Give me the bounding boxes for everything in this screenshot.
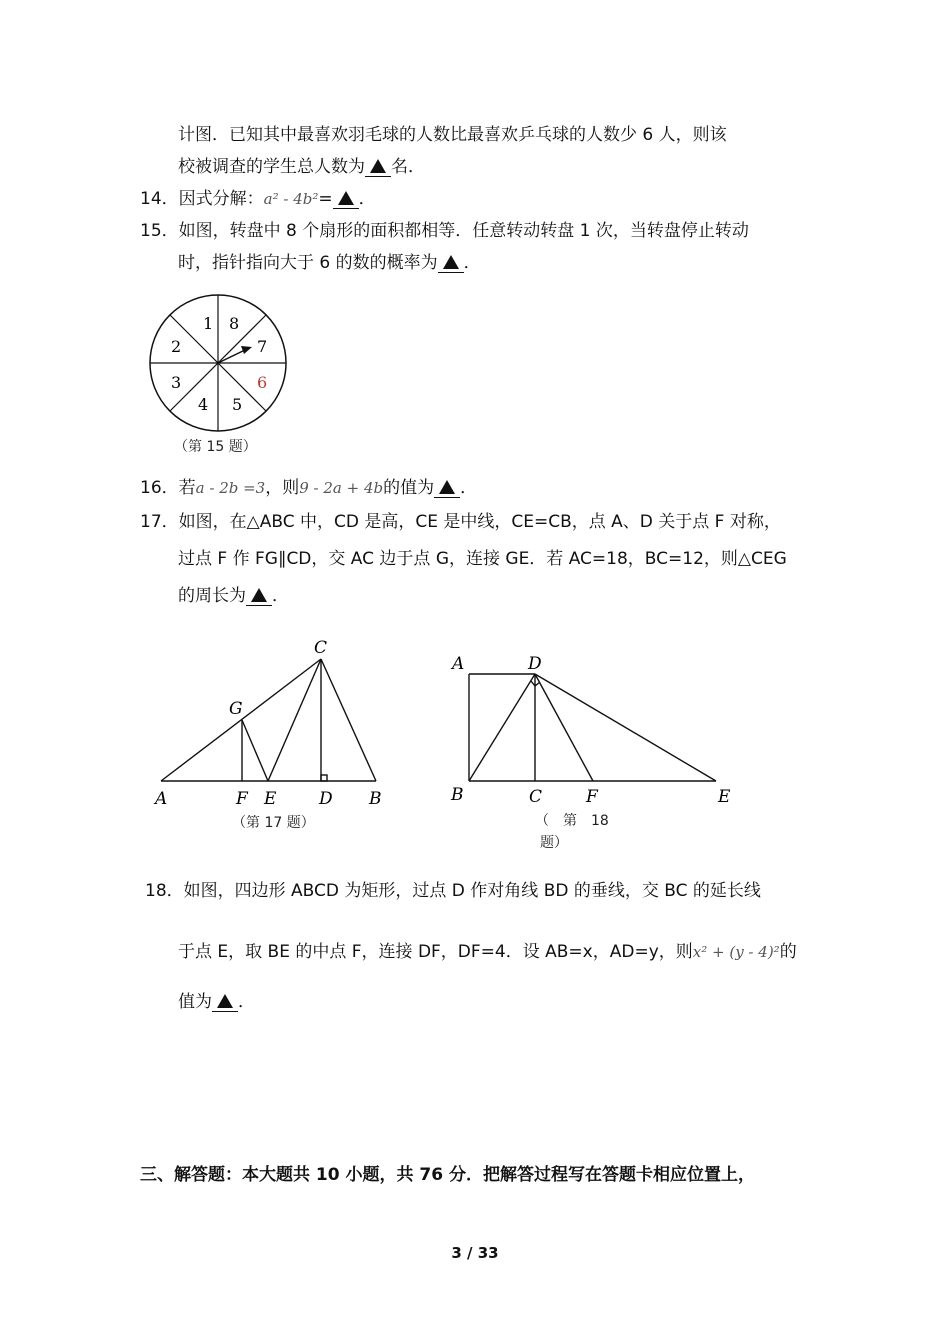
point-label: C bbox=[529, 787, 543, 807]
sector-label: 4 bbox=[198, 395, 209, 414]
point-label: A bbox=[155, 789, 168, 809]
q18-line2 bbox=[178, 941, 797, 963]
q18-line1 bbox=[145, 880, 761, 902]
section-heading: 三、解答题：本大题共 10 小题，共 76 分．把解答过程写在答题卡相应位置上， bbox=[140, 1165, 755, 1185]
q13-line2-pre: 校被调查的学生总人数为 bbox=[178, 157, 365, 177]
q18-line2-post: 的 bbox=[779, 942, 797, 962]
question-number: 18． bbox=[145, 881, 184, 901]
point-label: G bbox=[229, 699, 243, 719]
q14-text: 因式分解： bbox=[178, 189, 264, 209]
figure-caption: （ 第 18 bbox=[535, 813, 609, 829]
q18-expression: x² + (y - 4)² bbox=[692, 943, 780, 961]
q17-text: 如图，在△ABC 中，CD 是高，CE 是中线，CE=CB，点 A、D 关于点 F 对称， bbox=[178, 512, 781, 532]
q18-line3-text: 值为 bbox=[178, 992, 212, 1012]
q14-equals: = bbox=[318, 189, 333, 209]
sector-label: 8 bbox=[229, 314, 240, 333]
q14: 14．因式分解：a² - 4b²= ． bbox=[140, 189, 376, 209]
question-number: 16． bbox=[140, 478, 179, 498]
segment-DE bbox=[535, 674, 716, 781]
answer-blank bbox=[212, 993, 238, 1012]
sector-label: 5 bbox=[232, 395, 243, 414]
q17-line2: 过点 F 作 FG∥CD，交 AC 边于点 G，连接 GE．若 AC=18，BC=12，则△CEG bbox=[178, 549, 787, 569]
point-label: C bbox=[314, 638, 328, 658]
figure-caption: 题） bbox=[540, 835, 568, 851]
question-number: 15． bbox=[140, 221, 179, 241]
q18-line3: 值为 ． bbox=[178, 992, 255, 1012]
sector-label: 2 bbox=[171, 337, 182, 356]
q15-line2-text: 时，指针指向大于 6 的数的概率为 bbox=[178, 253, 438, 273]
point-label: F bbox=[236, 789, 248, 809]
figure-caption: （第 15 题） bbox=[174, 439, 257, 455]
q17-line3-text: 的周长为 bbox=[178, 586, 246, 606]
point-label: E bbox=[718, 787, 731, 807]
point-label: B bbox=[451, 785, 464, 805]
q16-pre: 若 bbox=[178, 478, 196, 498]
page-number: 3 / 33 bbox=[451, 1244, 499, 1262]
q16-condition: a - 2b =3 bbox=[195, 479, 266, 497]
q16-expression: 9 - 2a + 4b bbox=[299, 479, 384, 497]
q15-line2: 时，指针指向大于 6 的数的概率为 ． bbox=[178, 253, 481, 273]
q14-expression: a² - 4b² bbox=[263, 190, 319, 208]
point-label: A bbox=[452, 654, 465, 674]
segment-DB bbox=[469, 674, 535, 781]
question-number: 14． bbox=[140, 189, 179, 209]
q17-line3: 的周长为 ． bbox=[178, 586, 289, 606]
figure-caption: （第 17 题） bbox=[232, 815, 315, 831]
sector-label: 1 bbox=[203, 314, 214, 333]
sector-label: 3 bbox=[171, 373, 182, 392]
q16-mid: ，则 bbox=[265, 478, 300, 498]
q16-post: 的值为 bbox=[383, 478, 435, 498]
q15-text: 如图，转盘中 8 个扇形的面积都相等．任意转动转盘 1 次，当转盘停止转动 bbox=[178, 221, 749, 241]
sector-label: 6 bbox=[257, 373, 268, 392]
point-label: D bbox=[319, 789, 333, 809]
q18-line2-text: 于点 E，取 BE 的中点 F，连接 DF，DF=4．设 AB=x，AD=y，则 bbox=[178, 942, 693, 962]
q18-text: 如图，四边形 ABCD 为矩形，过点 D 作对角线 BD 的垂线，交 BC 的延长线 bbox=[183, 881, 761, 901]
sector-label: 7 bbox=[257, 337, 268, 356]
point-label: D bbox=[528, 654, 542, 674]
q13-line2-post: 名． bbox=[391, 157, 425, 177]
point-label: B bbox=[369, 789, 382, 809]
q13-line1: 计图．已知其中最喜欢羽毛球的人数比最喜欢乒乓球的人数少 6 人，则该 bbox=[178, 125, 727, 145]
question-number: 17． bbox=[140, 512, 179, 532]
segment-DF bbox=[535, 674, 593, 781]
point-label: E bbox=[264, 789, 277, 809]
q16: 16．若a - 2b =3，则9 - 2a + 4b的值为 ． bbox=[140, 478, 478, 498]
point-label: F bbox=[586, 787, 598, 807]
triangle-icon bbox=[217, 994, 233, 1008]
